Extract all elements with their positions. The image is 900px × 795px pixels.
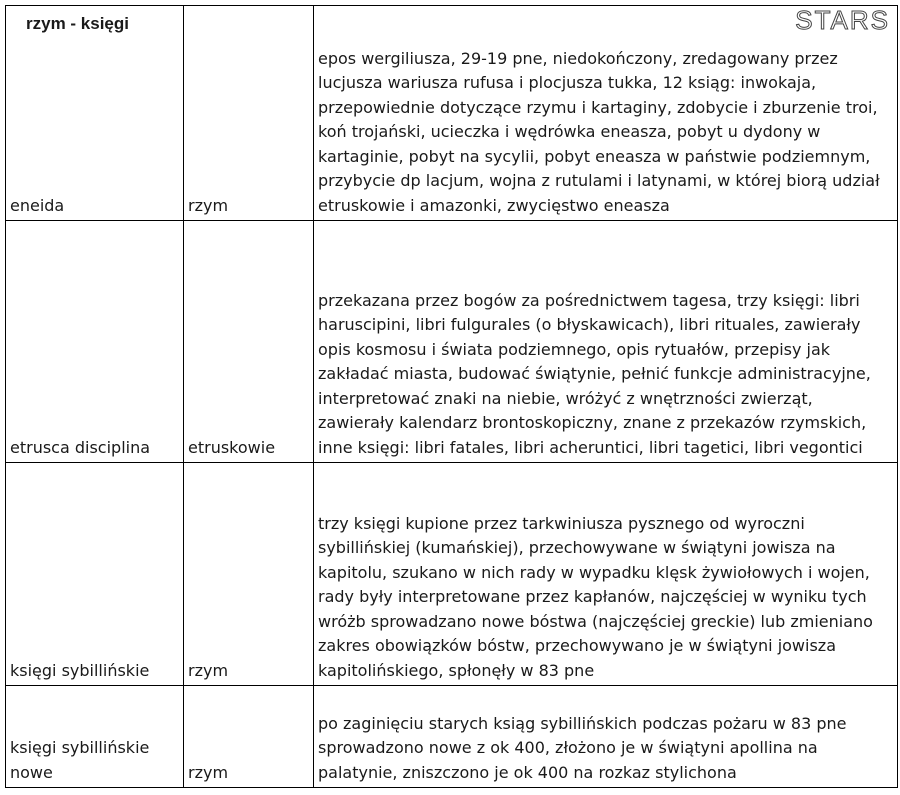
cell-name[interactable] (6, 686, 184, 788)
cell-description[interactable] (314, 6, 898, 221)
cell-origin[interactable] (184, 463, 314, 686)
row-name: księgi sybillińskie nowe (10, 738, 150, 782)
cell-description[interactable] (314, 221, 898, 463)
row-origin: etruskowie (188, 437, 276, 457)
cell-origin[interactable] (184, 686, 314, 788)
table-row (6, 686, 898, 788)
cell-origin[interactable] (184, 6, 314, 221)
cell-description[interactable] (314, 463, 898, 686)
row-name: etrusca disciplina (10, 437, 151, 457)
row-description: trzy księgi kupione przez tarkwiniusza pysznego od wyroczni sybillińskiej (kumańskiej), przechowywane w świątyni jowisza na kapitolu, szukano w nich rady w wypadku klęsk żywiołowych i wojen, rady były interpretowane przez kapłanów, najczęściej w wyniku tych wróżb sprowadzano nowe bóstwa (najczęściej greckie) lub zmieniano zakres obowiązków bóstw, przechowywano je w świątyni jowisza kapitolińskiego, spłonęły w 83 pne (318, 513, 873, 680)
row-name: księgi sybillińskie (10, 660, 150, 680)
row-description: po zaginięciu starych ksiąg sybillińskich podczas pożaru w 83 pne sprowadzono nowe z ok 400, złożono je w świątyni apollina na palatynie, zniszczono je ok 400 na rozkaz stylichona (318, 713, 847, 782)
table-row (6, 221, 898, 463)
cell-description[interactable] (314, 686, 898, 788)
row-description: przekazana przez bogów za pośrednictwem tagesa, trzy księgi: libri haruscipini, libri fulgurales (o błyskawicach), libri rituales, zawierały opis kosmosu i świata podziemnego, opis rytuałów, przepisy jak zakładać miasta, budować świątynie, pełnić funkcje administracyjne, interpretować znaki na niebie, wróżyć z wnętrzności zwierząt, zawierały kalendarz brontoskopiczny, znane z przekazów rzymskich, inne księgi: libri fatales, libri acheruntici, libri tagetici, libri vegontici (318, 290, 871, 457)
cell-origin[interactable] (184, 221, 314, 463)
row-name: eneida (10, 195, 65, 215)
table-row (6, 6, 898, 221)
row-origin: rzym (188, 762, 229, 782)
table-row (6, 463, 898, 686)
spreadsheet-table (5, 5, 898, 788)
cell-name[interactable] (6, 463, 184, 686)
row-description: epos wergiliusza, 29-19 pne, niedokończony, zredagowany przez lucjusza wariusza rufusa i plocjusza tukka, 12 ksiąg: inwokaja, przepowiednie dotyczące rzymu i kartaginy, zdobycie i zburzenie troi, koń trojański, ucieczka i wędrówka eneasza, pobyt u dydony w kartaginie, pobyt na sycylii, pobyt eneasza w państwie podziemnym, przybycie dp lacjum, wojna z rutulami i latynami, w której biorą udział etruskowie i amazonki, zwycięstwo eneasza (318, 48, 880, 215)
cell-name[interactable] (6, 221, 184, 463)
sheet-title: rzym - księgi (26, 14, 129, 33)
stars-logo: STARS (795, 5, 890, 35)
row-origin: rzym (188, 660, 229, 680)
cell-name[interactable] (6, 6, 184, 221)
row-origin: rzym (188, 195, 229, 215)
